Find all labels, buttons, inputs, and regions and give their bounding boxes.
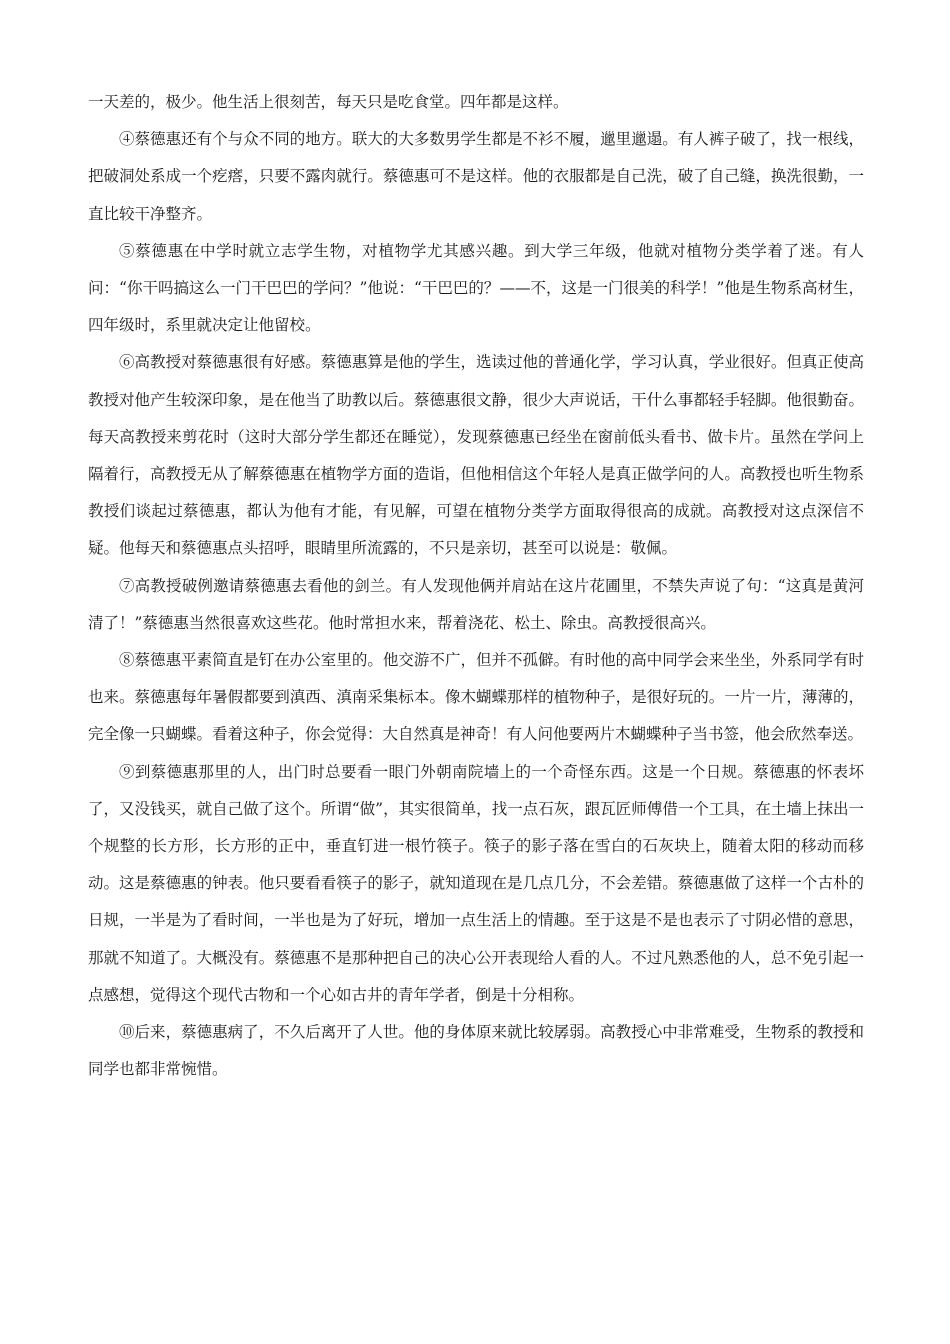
paragraph-continued: 一天差的，极少。他生活上很刻苦，每天只是吃食堂。四年都是这样。 <box>88 93 569 111</box>
paragraph-10: ⑩后来，蔡德惠病了，不久后离开了人世。他的身体原来就比较孱弱。高教授心中非常难受，生物系的教授和同学也都非常惋惜。 <box>88 1023 864 1079</box>
paragraph-5: ⑤蔡德惠在中学时就立志学生物，对植物学尤其感兴趣。到大学三年级，他就对植物分类学着了迷。有人问：“你干吗搞这么一门干巴巴的学问？”他说：“干巴巴的？——不，这是一门很美的科学！”他是生物系高材生，四年级时，系里就决定让他留校。 <box>88 241 864 335</box>
paragraph-8: ⑧蔡德惠平素简直是钉在办公室里的。他交游不广，但并不孤僻。有时他的高中同学会来坐坐，外系同学有时也来。蔡德惠每年暑假都要到滇西、滇南采集标本。像木蝴蝶那样的植物种子，是很好玩的。一片一片，薄薄的，完全像一只蝴蝶。看着这种子，你会觉得：大自然真是神奇！有人问他要两片木蝴蝶种子当书签，他会欣然奉送。 <box>88 651 864 744</box>
paragraph-7: ⑦高教授破例邀请蔡德惠去看他的剑兰。有人发现他俩并肩站在这片花圃里，不禁失声说了句：“这真是黄河清了！”蔡德惠当然很喜欢这些花。他时常担水来，帮着浇花、松土、除虫。高教授很高兴。 <box>88 576 864 632</box>
article-body <box>88 84 864 1088</box>
paragraph-9: ⑨到蔡德惠那里的人，出门时总要看一眼门外朝南院墙上的一个奇怪东西。这是一个日规。蔡德惠的怀表坏了，又没钱买，就自己做了这个。所谓“做”，其实很简单，找一点石灰，跟瓦匠师傅借一个工具，在土墙上抹出一个规整的长方形，长方形的正中，垂直钉进一根竹筷子。筷子的影子落在雪白的石灰块上，随着太阳的移动而移动。这是蔡德惠的钟表。他只要看看筷子的影子，就知道现在是几点几分，不会差错。蔡德惠做了这样一个古朴的日规，一半是为了看时间，一半也是为了好玩，增加一点生活上的情趣。至于这是不是也表示了寸阴必惜的意思，那就不知道了。大概没有。蔡德惠不是那种把自己的决心公开表现给人看的人。不过凡熟悉他的人，总不免引起一点感想，觉得这个现代古物和一个心如古井的青年学者，倒是十分相称。 <box>88 762 864 1004</box>
paragraph-6: ⑥高教授对蔡德惠很有好感。蔡德惠算是他的学生，选读过他的普通化学，学习认真，学业很好。但真正使高教授对他产生较深印象，是在他当了助教以后。蔡德惠很文静，很少大声说话，干什么事都轻手轻脚。他很勤奋。每天高教授来剪花时（这时大部分学生都还在睡觉），发现蔡德惠已经坐在窗前低头看书、做卡片。虽然在学问上隔着行，高教授无从了解蔡德惠在植物学方面的造诣，但他相信这个年轻人是真正做学问的人。高教授也听生物系教授们谈起过蔡德惠，都认为他有才能，有见解，可望在植物分类学方面取得很高的成就。高教授对这点深信不疑。他每天和蔡德惠点头招呼，眼睛里所流露的，不只是亲切，甚至可以说是：敬佩。 <box>88 353 864 558</box>
paragraph-4: ④蔡德惠还有个与众不同的地方。联大的大多数男学生都是不衫不履，邋里邋遢。有人裤子破了，找一根线，把破洞处系成一个疙瘩，只要不露肉就行。蔡德惠可不是这样。他的衣服都是自己洗，破了自己缝，换洗很勤，一直比较干净整齐。 <box>88 130 864 223</box>
